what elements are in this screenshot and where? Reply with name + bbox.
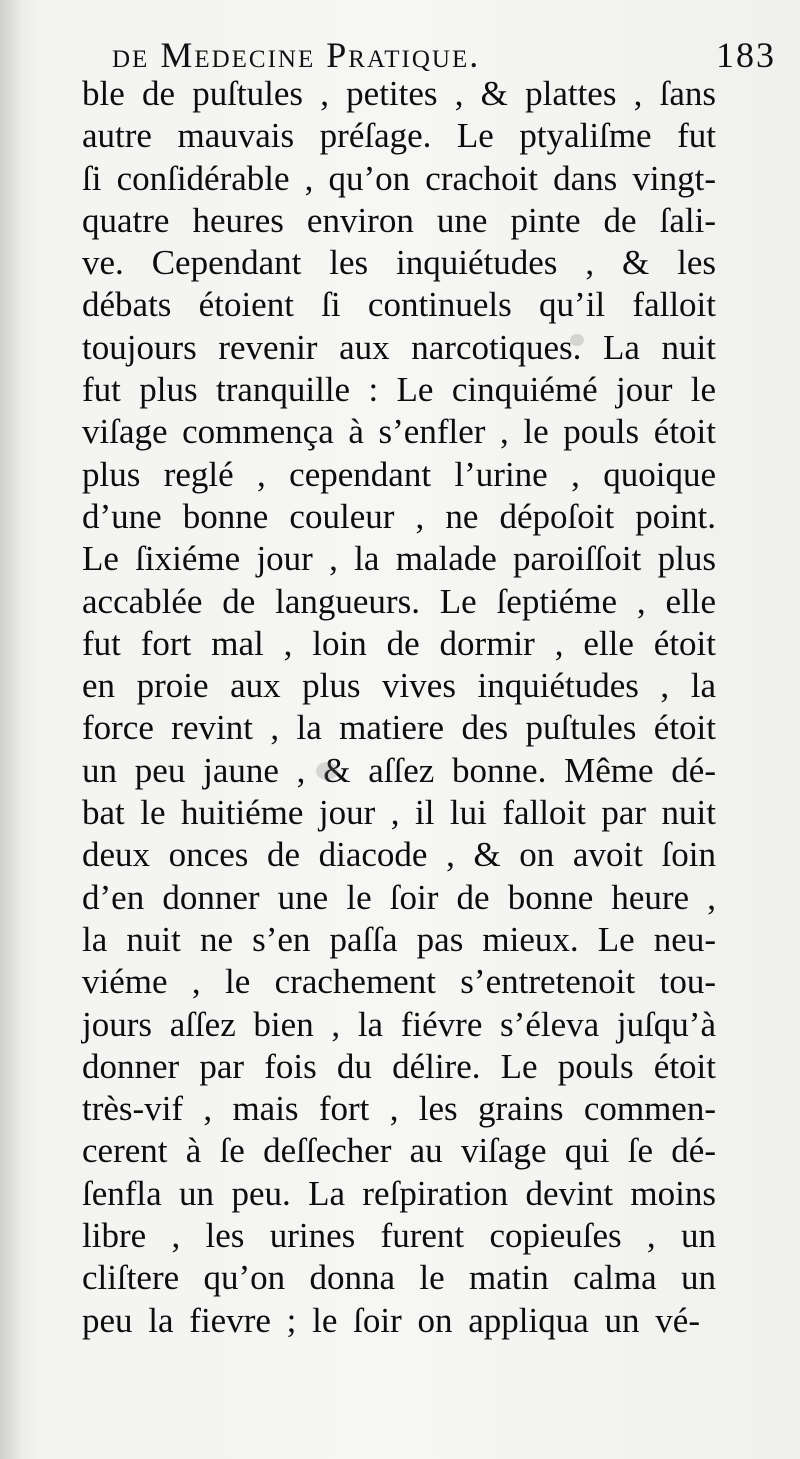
text-line: en proie aux plus vives inquiétudes , la — [82, 666, 716, 706]
page-number: 183 — [716, 35, 776, 75]
text-line: ſenfla un peu. La reſpiration devint moins — [82, 1173, 716, 1213]
text-line: d’une bonne couleur , ne dépoſoit point. — [82, 496, 716, 536]
text-line: plus reglé , cependant l’urine , quoique — [82, 454, 716, 494]
text-line: débats étoient ſi continuels qu’il falloit — [82, 285, 716, 325]
text-line: fut fort mal , loin de dormir , elle étoit — [82, 623, 716, 663]
text-line: ble de puſtules , petites , & plattes , ſans — [82, 74, 716, 113]
text-line: un peu jaune , & aſſez bonne. Même dé- — [82, 750, 716, 790]
text-line: toujours revenir aux narcotiques. La nuit — [82, 327, 716, 367]
text-line: bat le huitiéme jour , il lui falloit par nuit — [82, 793, 716, 833]
ink-smudge — [570, 334, 584, 346]
text-line: peu la fievre ; le ſoir on appliqua un vé- — [82, 1300, 700, 1340]
text-line: cliſtere qu’on donna le matin calma un — [82, 1258, 716, 1298]
text-line: force revint , la matiere des puſtules étoit — [82, 708, 716, 748]
text-line: deux onces de diacode , & on avoit ſoin — [82, 835, 716, 875]
text-line: viéme , le crachement s’entretenoit tou- — [82, 962, 716, 1002]
text-line: ve. Cependant les inquiétudes , & les — [82, 243, 716, 283]
text-line: la nuit ne s’en paſſa pas mieux. Le neu- — [82, 919, 716, 959]
text-line: Le ſixiéme jour , la malade paroiſſoit plus — [82, 539, 716, 579]
text-line: viſage commença à s’enfler , le pouls étoit — [82, 412, 716, 452]
running-title: de Medecine Pratique. — [112, 35, 481, 75]
text-line: donner par fois du délire. Le pouls étoit — [82, 1046, 716, 1086]
text-line: quatre heures environ une pinte de ſali- — [82, 200, 716, 240]
text-line: fut plus tranquille : Le cinquiémé jour le — [82, 370, 716, 410]
page-gutter — [0, 0, 22, 1459]
ink-smudge — [316, 762, 338, 780]
text-line: d’en donner une le ſoir de bonne heure , — [82, 877, 716, 917]
text-line: jours aſſez bien , la fiévre s’éleva juſqu’à — [82, 1004, 716, 1044]
text-line: accablée de langueurs. Le ſeptiéme , elle — [82, 581, 716, 621]
body-paragraph — [82, 73, 762, 1342]
text-line: cerent à ſe deſſecher au viſage qui ſe dé- — [82, 1131, 716, 1171]
text-line: libre , les urines furent copieuſes , un — [82, 1216, 716, 1256]
text-line: très-vif , mais fort , les grains commen- — [82, 1089, 716, 1129]
text-line: autre mauvais préſage. Le ptyaliſme fut — [82, 116, 716, 156]
text-line: ſi conſidérable , qu’on crachoit dans vingt- — [82, 158, 716, 198]
